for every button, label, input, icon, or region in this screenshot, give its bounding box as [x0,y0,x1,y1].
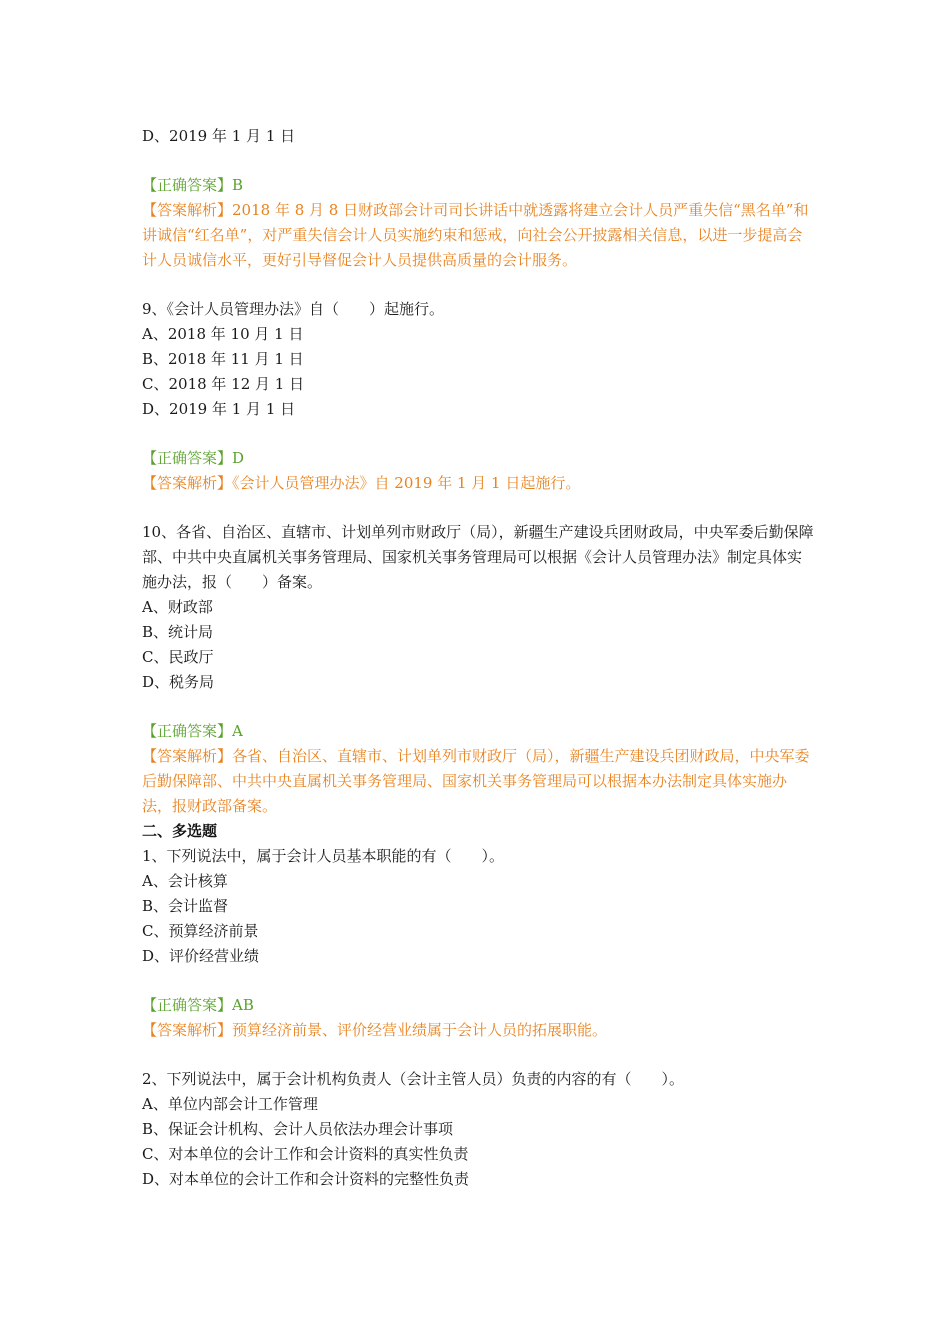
m1-analysis: 【答案解析】预算经济前景、评价经营业绩属于会计人员的拓展职能。 [142,1021,608,1039]
q9-answer: 【正确答案】D [142,449,245,467]
q10-option-b: B、统计局 [142,623,214,641]
q10-option-c: C、民政厅 [142,648,214,666]
q9-option-a: A、2018 年 10 月 1 日 [142,325,304,343]
m2-option-c: C、对本单位的会计工作和会计资料的真实性负责 [142,1145,469,1163]
q9-option-b: B、2018 年 11 月 1 日 [142,350,304,368]
q9-stem: 9、《会计人员管理办法》自（ ）起施行。 [142,300,445,318]
m1-stem: 1、下列说法中，属于会计人员基本职能的有（ ）。 [142,847,505,865]
q10-option-d: D、税务局 [142,673,215,691]
q9-option-c: C、2018 年 12 月 1 日 [142,375,305,393]
q8-answer: 【正确答案】B [142,176,244,194]
document-content [142,124,814,1192]
q10-analysis: 【答案解析】各省、自治区、直辖市、计划单列市财政厅（局），新疆生产建设兵团财政局，中央军委后勤保障部、中共中央直属机关事务管理局、国家机关事务管理局可以根据本办法制定具体实施办法，报财政部备案。 [142,747,810,815]
m1-option-a: A、会计核算 [142,872,228,890]
q9-analysis: 【答案解析】《会计人员管理办法》自 2019 年 1 月 1 日起施行。 [142,474,581,492]
m2-option-a: A、单位内部会计工作管理 [142,1095,318,1113]
q8-analysis: 【答案解析】2018 年 8 月 8 日财政部会计司司长讲话中就透露将建立会计人员严重失信“黑名单”和讲诚信“红名单”，对严重失信会计人员实施约束和惩戒，向社会公开披露相关信息，以进一步提高会计人员诚信水平，更好引导督促会计人员提供高质量的会计服务。 [142,201,809,269]
q10-stem: 10、各省、自治区、直辖市、计划单列市财政厅（局），新疆生产建设兵团财政局，中央军委后勤保障部、中共中央直属机关事务管理局、国家机关事务管理局可以根据《会计人员管理办法》制定具体实施办法，报（ ）备案。 [142,523,814,591]
m1-answer: 【正确答案】AB [142,996,254,1014]
m2-option-d: D、对本单位的会计工作和会计资料的完整性负责 [142,1170,470,1188]
m2-stem: 2、下列说法中，属于会计机构负责人（会计主管人员）负责的内容的有（ ）。 [142,1070,685,1088]
q8-option-d: D、2019 年 1 月 1 日 [142,127,296,145]
q9-option-d: D、2019 年 1 月 1 日 [142,400,296,418]
section-heading-multiple-choice: 二、多选题 [142,822,218,840]
m1-option-b: B、会计监督 [142,897,229,915]
m2-option-b: B、保证会计机构、会计人员依法办理会计事项 [142,1120,454,1138]
q10-option-a: A、财政部 [142,598,213,616]
q10-answer: 【正确答案】A [142,722,243,740]
m1-option-d: D、评价经营业绩 [142,947,260,965]
m1-option-c: C、预算经济前景 [142,922,259,940]
